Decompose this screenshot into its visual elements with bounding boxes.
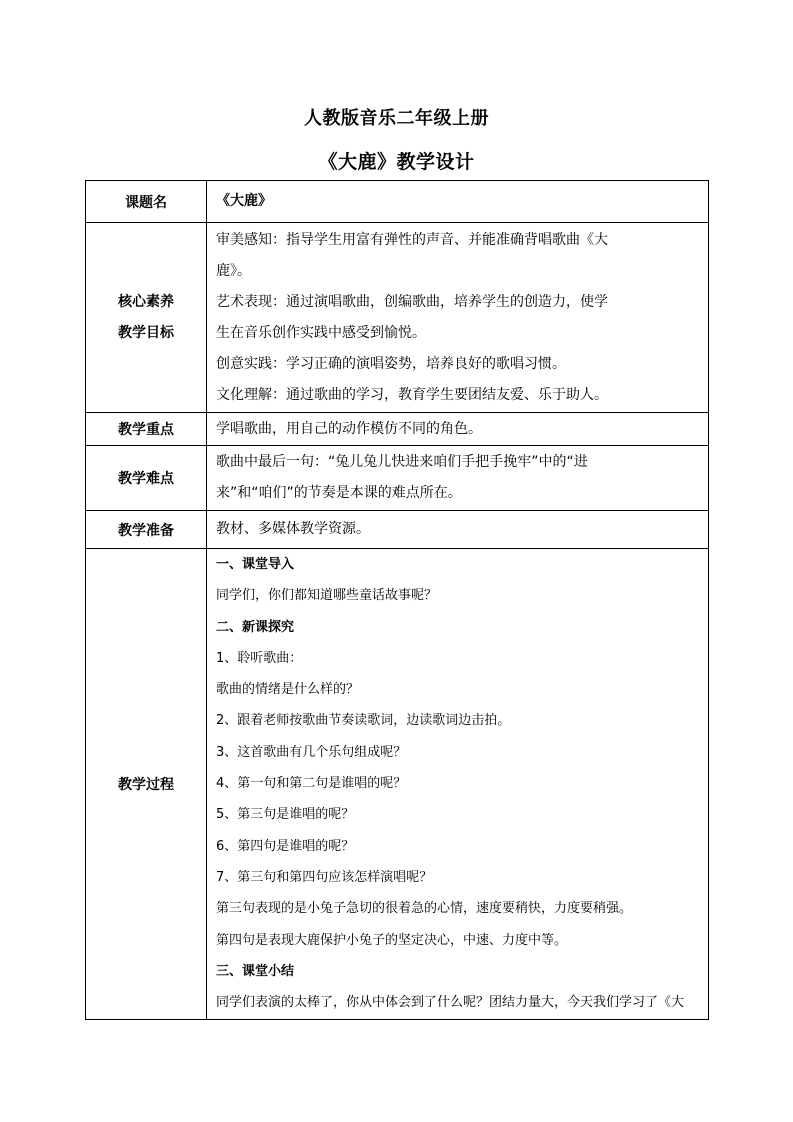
goals-line: 生在音乐创作实践中感受到愉悦。 <box>216 324 426 341</box>
process-line: 歌曲的情绪是什么样的？ <box>216 682 360 698</box>
process-line: 第四句是表现大鹿保护小兔子的坚定决心，中速、力度中等。 <box>216 932 568 948</box>
goals-line: 创意实践：学习正确的演唱姿势，培养良好的歌唱习惯。 <box>216 355 566 372</box>
goals-line: 鹿》。 <box>216 262 251 279</box>
topic-text: 《大鹿》 <box>216 193 272 209</box>
preparation-text: 教材、多媒体教学资源。 <box>216 521 370 537</box>
table-row <box>86 511 709 549</box>
document-subtitle: 《大鹿》教学设计 <box>318 151 475 173</box>
table-row <box>86 549 709 1020</box>
process-heading: 二、新课探究 <box>216 619 295 635</box>
table-row <box>86 413 709 446</box>
table-row <box>86 223 709 413</box>
difficulties-line: 来”和“咱们”的节奏是本课的难点所在。 <box>216 485 462 501</box>
process-heading: 三、课堂小结 <box>216 963 295 979</box>
process-line: 同学们，你们都知道哪些童话故事呢？ <box>216 588 438 604</box>
process-line: 3、这首歌曲有几个乐句组成呢？ <box>216 744 407 760</box>
table-row <box>86 446 709 511</box>
goals-label-line1: 核心素养 <box>118 293 174 310</box>
process-line: 5、第三句是谁唱的呢？ <box>216 807 355 823</box>
difficulties-line: 歌曲中最后一句：“兔儿兔儿快进来咱们手把手挽牢”中的“进 <box>216 454 588 470</box>
process-line: 1、聆听歌曲： <box>216 650 303 666</box>
key-points-text: 学唱歌曲，用自己的动作模仿不同的角色。 <box>216 420 482 437</box>
goals-line: 文化理解：通过歌曲的学习，教育学生要团结友爱、乐于助人。 <box>216 386 608 403</box>
difficulties-content <box>207 446 709 511</box>
process-line: 6、第四句是谁唱的呢？ <box>216 838 355 854</box>
goals-line: 审美感知：指导学生用富有弹性的声音、并能准确背唱歌曲《大 <box>216 231 608 248</box>
document-title: 人教版音乐二年级上册 <box>304 108 489 129</box>
goals-label-line2: 教学目标 <box>118 324 174 341</box>
preparation-label: 教学准备 <box>86 511 207 549</box>
topic-label: 课题名 <box>86 181 207 223</box>
process-line: 同学们表演的太棒了，你从中体会到了什么呢？团结力量大，今天我们学习了《大 <box>216 995 685 1011</box>
difficulties-label: 教学难点 <box>86 446 207 511</box>
process-label: 教学过程 <box>86 549 207 1020</box>
process-line: 4、第一句和第二句是谁唱的呢？ <box>216 776 407 792</box>
process-line: 第三句表现的是小兔子急切的很着急的心情，速度要稍快，力度要稍强。 <box>216 901 633 917</box>
goals-line: 艺术表现：通过演唱歌曲，创编歌曲，培养学生的创造力，使学 <box>216 293 608 310</box>
process-line: 2、跟着老师按歌曲节奏读歌词，边读歌词边击拍。 <box>216 713 511 729</box>
table-row <box>86 181 709 223</box>
key-points-content <box>207 413 709 446</box>
goals-label <box>86 223 207 413</box>
process-heading: 一、课堂导入 <box>216 557 295 572</box>
process-line: 7、第三句和第四句应该怎样演唱呢？ <box>216 869 433 885</box>
topic-value <box>207 181 709 223</box>
process-content <box>207 549 709 1020</box>
preparation-content <box>207 511 709 549</box>
goals-content <box>207 223 709 413</box>
lesson-plan-table <box>85 180 709 1020</box>
key-points-label: 教学重点 <box>86 413 207 446</box>
